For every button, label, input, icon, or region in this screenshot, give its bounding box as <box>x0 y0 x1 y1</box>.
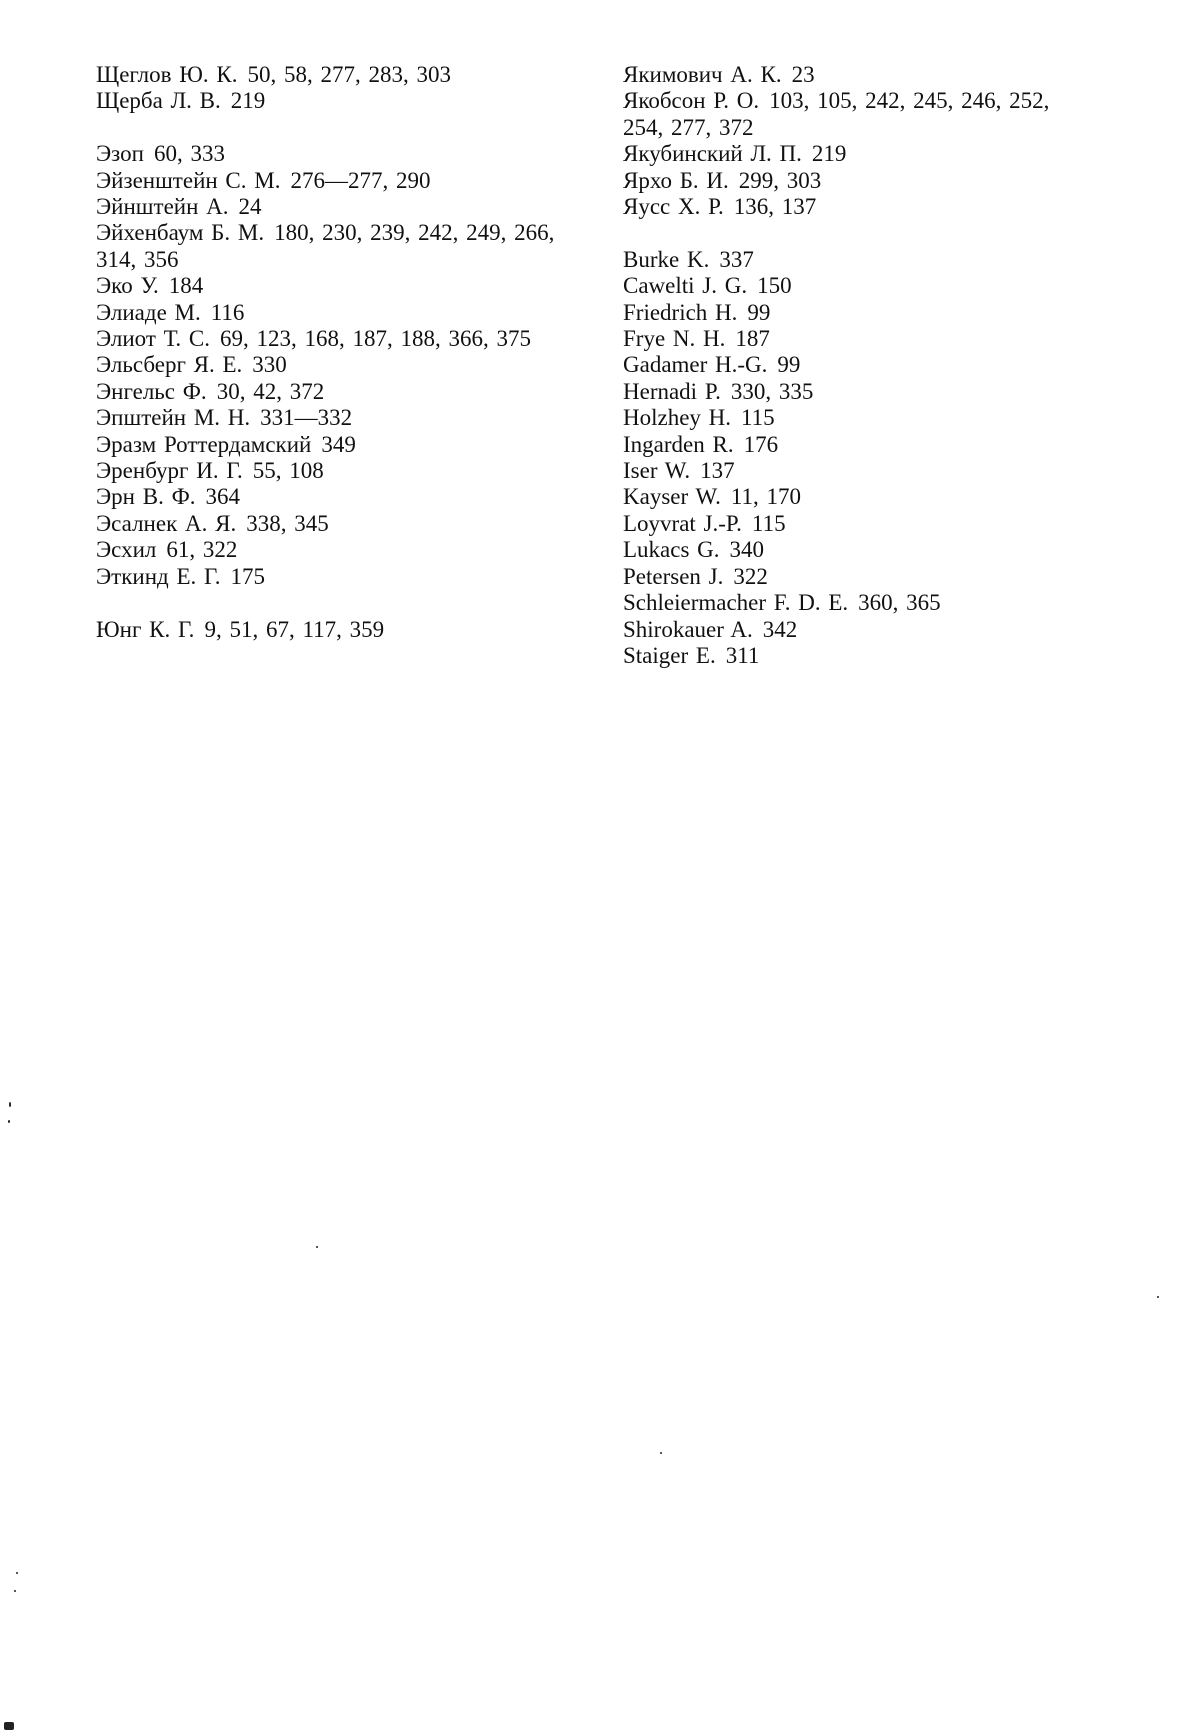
entry-pages: 115 <box>751 510 786 536</box>
entry-name: Petersen J. <box>623 563 724 589</box>
index-entry <box>96 352 566 378</box>
scan-speck <box>14 1590 16 1592</box>
index-entry <box>96 617 566 643</box>
scan-speck <box>9 1102 11 1107</box>
index-entry <box>623 564 1093 590</box>
index-entry <box>96 511 566 537</box>
index-entry <box>623 590 1093 616</box>
entry-pages: 299, 303 <box>738 167 822 193</box>
entry-pages: 337 <box>719 246 754 272</box>
entry-pages: 137 <box>700 458 735 484</box>
entry-name: Яусс Х. Р. <box>623 194 724 220</box>
scan-speck <box>8 1120 10 1123</box>
entry-name: Якубинский Л. П. <box>623 141 802 167</box>
index-group <box>623 247 1093 670</box>
entry-pages: 219 <box>230 88 266 114</box>
index-entry <box>623 511 1093 537</box>
entry-pages: 349 <box>321 431 356 457</box>
entry-pages: 338, 345 <box>246 510 329 536</box>
entry-pages: 360, 365 <box>858 590 941 616</box>
entry-name: Burke K. <box>623 246 710 272</box>
index-entry <box>623 194 1093 220</box>
entry-name: Эко У. <box>96 273 159 299</box>
entry-pages: 99 <box>747 299 771 325</box>
entry-name: Ingarden R. <box>623 431 734 457</box>
entry-name: Эсхил <box>96 537 157 563</box>
entry-name: Эпштейн М. Н. <box>96 405 251 431</box>
index-entry <box>623 168 1093 194</box>
entry-pages: 69, 123, 168, 187, 188, 366, 375 <box>220 326 532 352</box>
entry-pages: 187 <box>735 326 770 352</box>
entry-name: Эразм Роттердамский <box>96 431 312 457</box>
index-entry <box>96 484 566 510</box>
entry-name: Loyvrat J.-P. <box>623 510 742 536</box>
index-entry <box>96 326 566 352</box>
entry-name: Эткинд Е. Г. <box>96 563 221 589</box>
entry-pages: 331—332 <box>260 405 353 431</box>
index-entry <box>623 326 1093 352</box>
entry-pages: 50, 58, 277, 283, 303 <box>247 62 451 87</box>
entry-name: Эйзенштейн С. М. <box>96 167 281 193</box>
entry-name: Kayser W. <box>623 484 721 510</box>
index-group <box>96 62 566 115</box>
index-entry <box>623 352 1093 378</box>
index-entry <box>96 379 566 405</box>
index-entry <box>96 405 566 431</box>
index-entry <box>623 458 1093 484</box>
group-gap <box>623 220 1093 246</box>
group-gap <box>96 115 566 141</box>
index-entry <box>96 194 566 220</box>
entry-name: Элиот Т. С. <box>96 326 211 352</box>
entry-name: Friedrich H. <box>623 299 738 325</box>
entry-name: Энгельс Ф. <box>96 378 207 404</box>
entry-pages: 342 <box>762 616 798 642</box>
entry-pages: 175 <box>230 563 265 589</box>
index-entry <box>96 141 566 167</box>
entry-name: Frye N. H. <box>623 326 726 352</box>
index-entry <box>623 379 1093 405</box>
entry-pages: 340 <box>729 537 765 563</box>
entry-name: Щерба Л. В. <box>96 88 221 114</box>
entry-pages: 103, 105, 242, 245, 246, 252, 254, 277, 372 <box>623 88 1050 140</box>
entry-name: Holzhey H. <box>623 405 732 431</box>
entry-name: Щеглов Ю. К. <box>96 62 238 87</box>
scan-speck <box>4 1722 14 1730</box>
entry-pages: 330 <box>252 352 287 378</box>
entry-name: Элиаде М. <box>96 299 201 325</box>
entry-name: Staiger E. <box>623 642 716 668</box>
index-entry <box>96 273 566 299</box>
entry-pages: 24 <box>238 194 262 220</box>
entry-name: Юнг К. Г. <box>96 616 195 642</box>
entry-name: Якобсон Р. О. <box>623 88 760 114</box>
scan-speck <box>16 1572 18 1574</box>
index-entry <box>623 247 1093 273</box>
index-entry <box>623 405 1093 431</box>
entry-pages: 276—277, 290 <box>290 167 431 193</box>
entry-name: Schleiermacher F. D. E. <box>623 590 849 616</box>
entry-name: Эйхенбаум Б. М. <box>96 220 265 246</box>
entry-name: Ярхо Б. И. <box>623 167 729 193</box>
index-entry <box>96 537 566 563</box>
entry-name: Эйнштейн А. <box>96 194 229 220</box>
scan-speck <box>316 1246 318 1248</box>
index-entry <box>623 88 1093 141</box>
entry-name: Эсалнек А. Я. <box>96 510 237 536</box>
index-entry <box>623 273 1093 299</box>
entry-pages: 219 <box>811 141 847 167</box>
entry-name: Lukacs G. <box>623 537 720 563</box>
scan-speck <box>1157 1296 1159 1298</box>
index-entry <box>623 643 1093 669</box>
entry-name: Эзоп <box>96 141 144 167</box>
index-entry <box>623 141 1093 167</box>
index-entry <box>96 458 566 484</box>
entry-pages: 330, 335 <box>730 378 814 404</box>
entry-name: Hernadi P. <box>623 378 721 404</box>
entry-name: Shirokauer A. <box>623 616 753 642</box>
entry-pages: 11, 170 <box>730 484 801 510</box>
index-entry <box>96 168 566 194</box>
entry-pages: 184 <box>168 273 204 299</box>
index-entry <box>623 432 1093 458</box>
entry-pages: 136, 137 <box>733 194 817 220</box>
entry-name: Якимович А. К. <box>623 62 782 87</box>
entry-pages: 116 <box>210 299 245 325</box>
index-entry <box>96 220 566 273</box>
entry-name: Эльсберг Я. Е. <box>96 352 243 378</box>
entry-pages: 55, 108 <box>252 458 324 484</box>
entry-pages: 180, 230, 239, 242, 249, 266, 314, 356 <box>96 220 555 272</box>
entry-pages: 23 <box>791 62 815 87</box>
entry-pages: 61, 322 <box>166 537 238 563</box>
index-entry <box>623 484 1093 510</box>
entry-pages: 322 <box>733 563 768 589</box>
entry-pages: 364 <box>205 484 241 510</box>
scan-speck <box>660 1452 662 1454</box>
entry-pages: 150 <box>757 273 792 299</box>
index-group <box>96 617 566 643</box>
index-entry <box>96 88 566 114</box>
entry-name: Iser W. <box>623 458 691 484</box>
index-group <box>96 141 566 590</box>
entry-pages: 60, 333 <box>153 141 225 167</box>
entry-pages: 176 <box>743 431 779 457</box>
index-entry <box>96 564 566 590</box>
entry-pages: 30, 42, 372 <box>216 378 325 404</box>
group-gap <box>96 590 566 616</box>
index-entry <box>623 300 1093 326</box>
entry-pages: 99 <box>777 352 801 378</box>
entry-pages: 311 <box>725 642 760 668</box>
index-entry <box>623 537 1093 563</box>
entry-name: Gadamer H.-G. <box>623 352 768 378</box>
entry-name: Эренбург И. Г. <box>96 458 243 484</box>
index-entry <box>96 300 566 326</box>
index-entry <box>623 617 1093 643</box>
entry-pages: 115 <box>741 405 775 431</box>
index-column-right <box>623 62 1093 669</box>
entry-name: Cawelti J. G. <box>623 273 748 299</box>
index-entry <box>96 432 566 458</box>
index-column-left <box>96 62 566 643</box>
index-entry <box>623 62 1093 88</box>
entry-name: Эрн В. Ф. <box>96 484 196 510</box>
entry-pages: 9, 51, 67, 117, 359 <box>204 616 385 642</box>
index-entry <box>96 62 566 88</box>
index-group <box>623 62 1093 220</box>
